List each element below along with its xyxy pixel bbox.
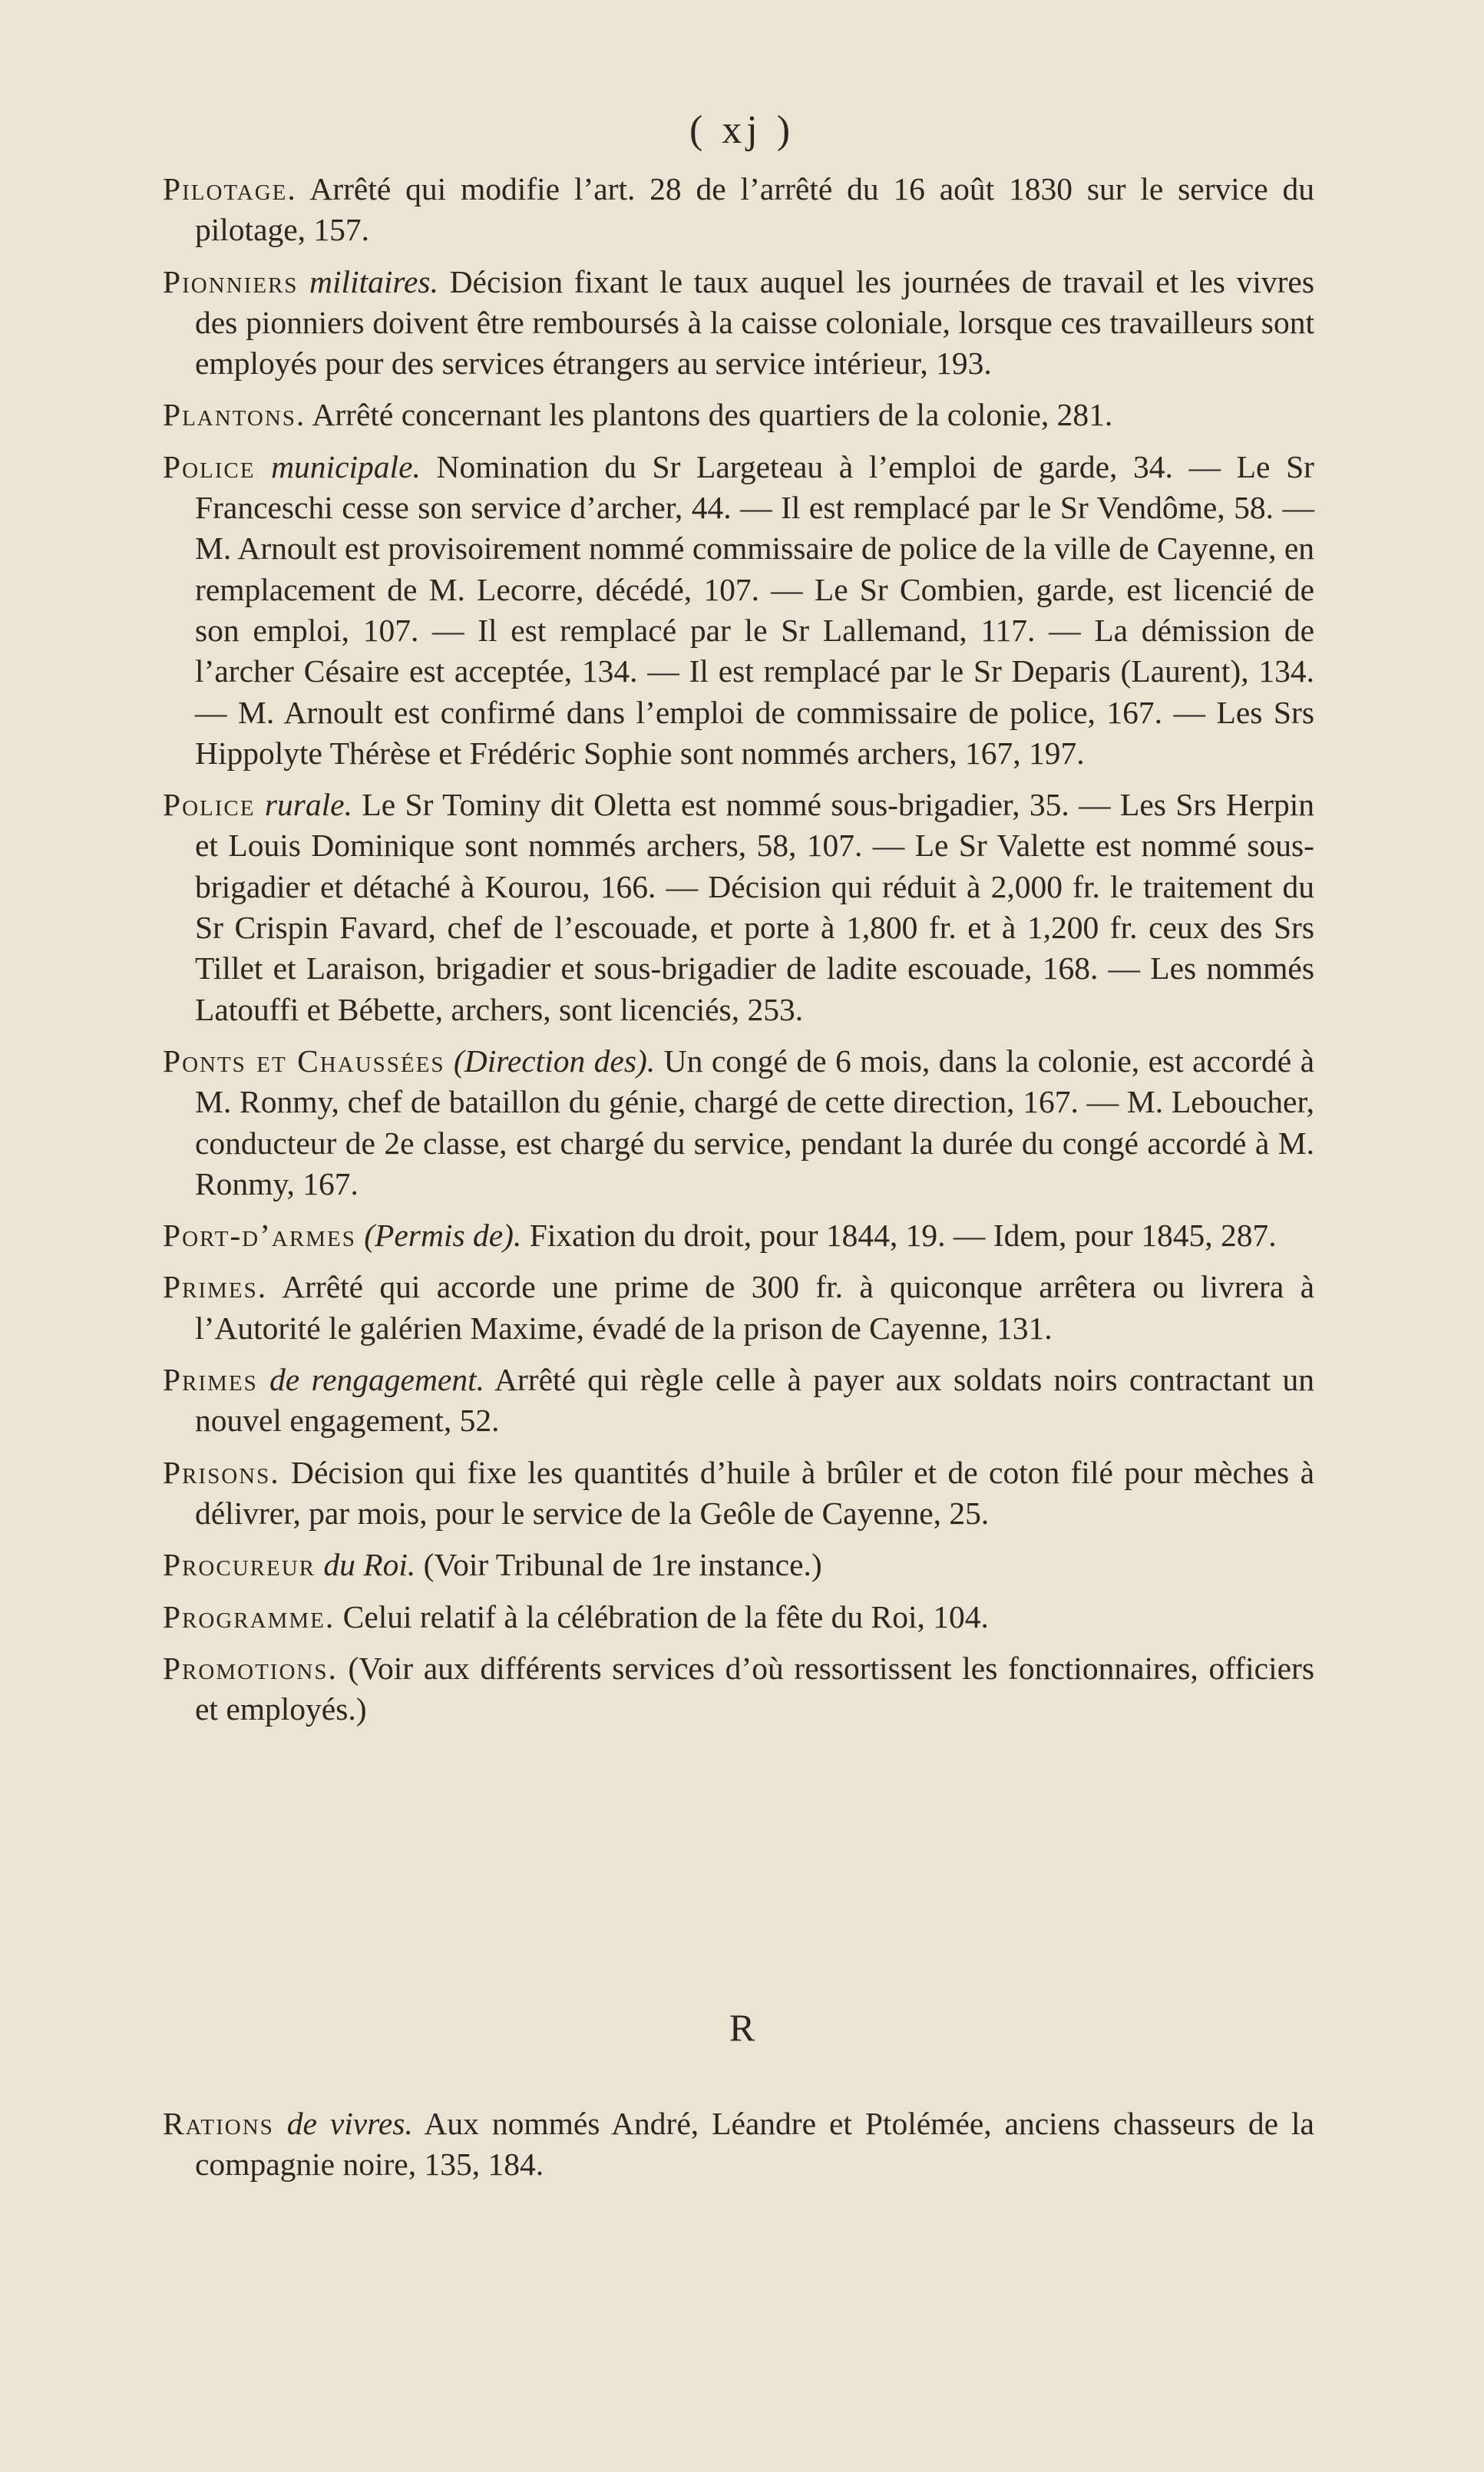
index-entry (163, 1360, 1314, 1442)
entry-heading: Procureur (163, 1547, 316, 1583)
entry-text: Fixation du droit, pour 1844, 19. — Idem, pour 1845, 287. (521, 1218, 1277, 1254)
index-entry (163, 169, 1314, 251)
entry-text: Aux nommés André, Léandre et Ptolémée, anciens chasseurs de la compagnie noire, 135, 184. (195, 2106, 1314, 2183)
entry-subheading: municipale. (255, 448, 421, 484)
entry-heading: Port-d’armes (163, 1218, 356, 1254)
entry-heading: Ponts et Chaussées (163, 1043, 445, 1079)
index-entries-r (163, 2104, 1314, 2196)
index-entry (163, 1545, 1314, 1585)
index-entry (163, 262, 1314, 385)
index-entry (163, 1041, 1314, 1205)
index-entry (163, 1452, 1314, 1535)
entry-heading: Promotions. (163, 1650, 338, 1686)
entry-text: Arrêté concernant les plantons des quartiers de la colonie, 281. (306, 397, 1113, 433)
entry-text: Arrêté qui règle celle à payer aux soldats noirs contractant un nouvel engagement, 52. (195, 1362, 1314, 1439)
entry-heading: Pilotage. (163, 171, 297, 207)
index-entry (163, 447, 1314, 774)
entry-text: Décision qui fixe les quantités d’huile à brûler et de coton filé pour mèches à délivrer, par mois, pour le service de la Geôle de Cayenne, 25. (195, 1454, 1314, 1531)
index-entry (163, 1215, 1314, 1256)
entry-heading: Pionniers (163, 263, 299, 299)
entry-text: Celui relatif à la célébration de la fête du Roi, 104. (335, 1598, 989, 1634)
entry-heading: Plantons. (163, 397, 306, 433)
entry-subheading: de vivres. (273, 2106, 413, 2141)
entry-text: Arrêté qui modifie l’art. 28 de l’arrêté du 16 août 1830 sur le service du pilotage, 157. (195, 171, 1314, 248)
index-entry (163, 2104, 1314, 2186)
entry-subheading: (Permis de). (355, 1218, 522, 1254)
entry-text: Arrêté qui accorde une prime de 300 fr. à quiconque arrêtera ou livrera à l’Autorité le galérien Maxime, évadé de la prison de Cayenne, 131. (195, 1269, 1314, 1346)
entry-text: Un congé de 6 mois, dans la colonie, est accordé à M. Ronmy, chef de bataillon du génie, chargé de cette direction, 167. — M. Leboucher, conducteur de 2e classe, est chargé du service, pendant la durée du congé accordé à M. Ronmy, 167. (195, 1043, 1314, 1201)
entry-subheading: militaires. (298, 263, 438, 299)
index-entry (163, 1267, 1314, 1349)
entry-heading: Primes (163, 1362, 258, 1398)
section-letter: R (729, 2006, 755, 2049)
entry-heading: Prisons. (163, 1454, 280, 1490)
entry-subheading: (Direction des). (445, 1043, 656, 1079)
entry-heading: Police (163, 787, 256, 823)
page-number: ( xj ) (689, 108, 795, 152)
entry-heading: Primes. (163, 1269, 268, 1305)
index-entry (163, 1597, 1314, 1638)
index-entries (163, 169, 1314, 1740)
entry-heading: Police (163, 448, 256, 484)
entry-text: (Voir Tribunal de 1re instance.) (415, 1547, 822, 1583)
entry-text: Le Sr Tominy dit Oletta est nommé sous-brigadier, 35. — Les Srs Herpin et Louis Dominique sont nommés archers, 58, 107. — Le Sr Valette est nommé sous-brigadier et détaché à Kourou, 166. — Décision qui réduit à 2,000 fr. le traitement du Sr Crispin Favard, chef de l’escouade, et porte à 1,800 fr. et à 1,200 fr. ceux des Srs Tillet et Laraison, brigadier et sous-brigadier de ladite escouade, 168. — Les nommés Latouffi et Bébette, archers, sont licenciés, 253. (195, 787, 1315, 1027)
index-entry (163, 395, 1314, 435)
index-entry (163, 1648, 1314, 1730)
entry-text: (Voir aux différents services d’où ressortissent les fonctionnaires, officiers et employés.) (195, 1650, 1314, 1727)
entry-text: Décision fixant le taux auquel les journées de travail et les vivres des pionniers doivent être remboursés à la caisse coloniale, lorsque ces travailleurs sont employés pour des services étrangers au service intérieur, 193. (195, 263, 1314, 382)
index-entry (163, 785, 1314, 1030)
entry-text: Nomination du Sr Largeteau à l’emploi de garde, 34. — Le Sr Franceschi cesse son service d’archer, 44. — Il est remplacé par le Sr Vendôme, 58. — M. Arnoult est provisoirement nommé commissaire de police de la ville de Cayenne, en remplacement de M. Lecorre, décédé, 107. — Le Sr Combien, garde, est licencié de son emploi, 107. — Il est remplacé par le Sr Lallemand, 117. — La démission de l’archer Césaire est acceptée, 134. — Il est remplacé par le Sr Deparis (Laurent), 134. — M. Arnoult est confirmé dans l’emploi de commissaire de police, 167. — Les Srs Hippolyte Thérèse et Frédéric Sophie sont nommés archers, 167, 197. (195, 448, 1314, 771)
entry-heading: Rations (163, 2106, 274, 2141)
entry-heading: Programme. (163, 1598, 335, 1634)
entry-subheading: de rengagement. (257, 1362, 484, 1398)
entry-subheading: rurale. (255, 787, 352, 823)
entry-subheading: du Roi. (316, 1547, 416, 1583)
